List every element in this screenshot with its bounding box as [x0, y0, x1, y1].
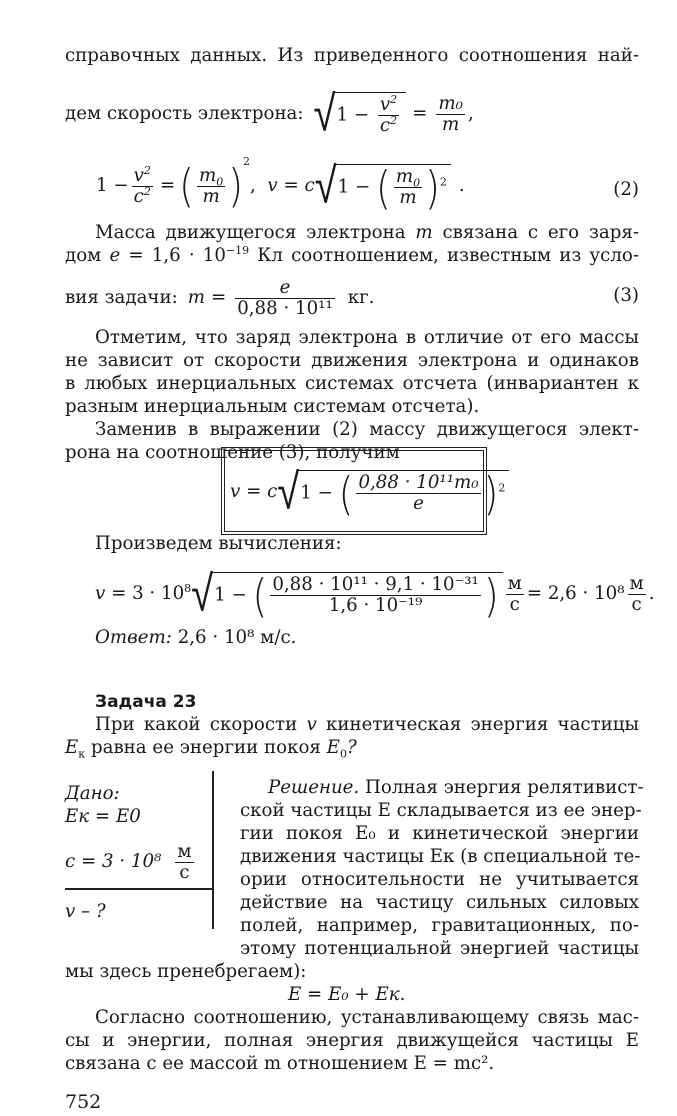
text-line: не зависит от скорости движения электрона и одинаков	[65, 350, 639, 371]
equation-electron-speed: дем скорость электрона: √ 1 − $\frac{v^2}{c^2}$ = $\frac{\text{m₀}}{m}$ ,	[65, 85, 474, 143]
unknown-item: v – ?	[65, 901, 106, 922]
text-line: Решение. Полная энергия релятивист-	[268, 777, 644, 798]
text-fragment: дем скорость электрона:	[65, 103, 304, 124]
text-line: Заменив в выражении (2) массу движущегося элект-	[95, 419, 639, 440]
text-line: Масса движущегося электрона m связана с его заря-	[95, 222, 639, 243]
given-item: Eк = E0	[65, 806, 141, 827]
equation-number: (2)	[613, 179, 639, 200]
text-line: связана с ее массой m отношением E = mc².	[65, 1053, 495, 1074]
text-line: полей, например, гравитационных, по-	[240, 915, 639, 936]
equation-number: (3)	[613, 285, 639, 306]
task-title: Задача 23	[95, 692, 197, 712]
text-line: ской частицы E складывается из ее энер-	[240, 800, 642, 821]
text-line: При какой скорости v кинетическая энергия частицы	[95, 714, 639, 735]
fraction-denominator: m	[436, 114, 465, 135]
fraction-numerator: m₀	[438, 92, 463, 114]
boxed-formula: v = c √ 1 − ( $\frac{\text{0,88 · 10¹¹m₀}}{e}$ )$^2$	[230, 458, 639, 526]
text-line: Отметим, что заряд электрона в отличие от его массы	[95, 327, 639, 348]
text-line: этому потенциальной энергией частицы	[240, 938, 639, 959]
text-line: действие на частицу сильных силовых	[240, 892, 639, 913]
answer-line: Ответ: 2,6 · 10⁸ м/с.	[95, 627, 297, 648]
given-label: Дано:	[65, 783, 120, 804]
text-line: $E_к$ равна ее энергии покоя $E_0$?	[65, 737, 357, 761]
text-line: дом $e = 1,6 \cdot 10^{-19}$ Кл соотношением, известным из усло-	[65, 243, 639, 266]
text-line: разным инерциальным системам отсчета).	[65, 396, 480, 417]
text-line: ории относительности не учитывается	[240, 869, 639, 890]
page-number: 752	[65, 1091, 102, 1113]
text-line: в любых инерциальных системах отсчета (инвариантен к	[65, 373, 639, 394]
text-line: мы здесь пренебрегаем):	[65, 961, 307, 982]
given-item: c = 3 · 10⁸ м с	[65, 840, 192, 883]
text-line: сы и энергии, полная энергия движущейся частицы E	[65, 1030, 639, 1051]
given-underline	[65, 888, 213, 890]
text-line: Согласно соотношению, устанавливающему связь мас-	[95, 1007, 639, 1028]
text-line: гии покоя E₀ и кинетической энергии	[240, 823, 639, 844]
equation-3: вия задачи: m = $\frac{e}{\text{0,88 · 10¹¹}}$ кг.	[65, 276, 375, 319]
text-line: справочных данных. Из приведенного соотношения най-	[65, 45, 639, 66]
text-line: рона на соотношение (3), получим	[65, 442, 400, 463]
equation-2: 1 − $\frac{v^2}{c^2}$ = ( $m_0$ m ) 2 , v = c √ 1 − ( $\frac{m_0}{m}$ )$^2$ .	[96, 155, 465, 215]
calculation-formula: v = $3 \cdot 10^8$ √ 1 − ( $\frac{\text{0,88 · 10¹¹ · 9,1 · 10⁻³¹}}{\text{1,6 · 10⁻¹⁹}}$ ) м с = 2,6 · 10⁸ м с .	[95, 565, 655, 623]
text-line: движения частицы Eк (в специальной те-	[240, 846, 641, 867]
text-line: Произведем вычисления:	[95, 533, 342, 554]
energy-equation: E = E₀ + Eк.	[288, 984, 406, 1005]
